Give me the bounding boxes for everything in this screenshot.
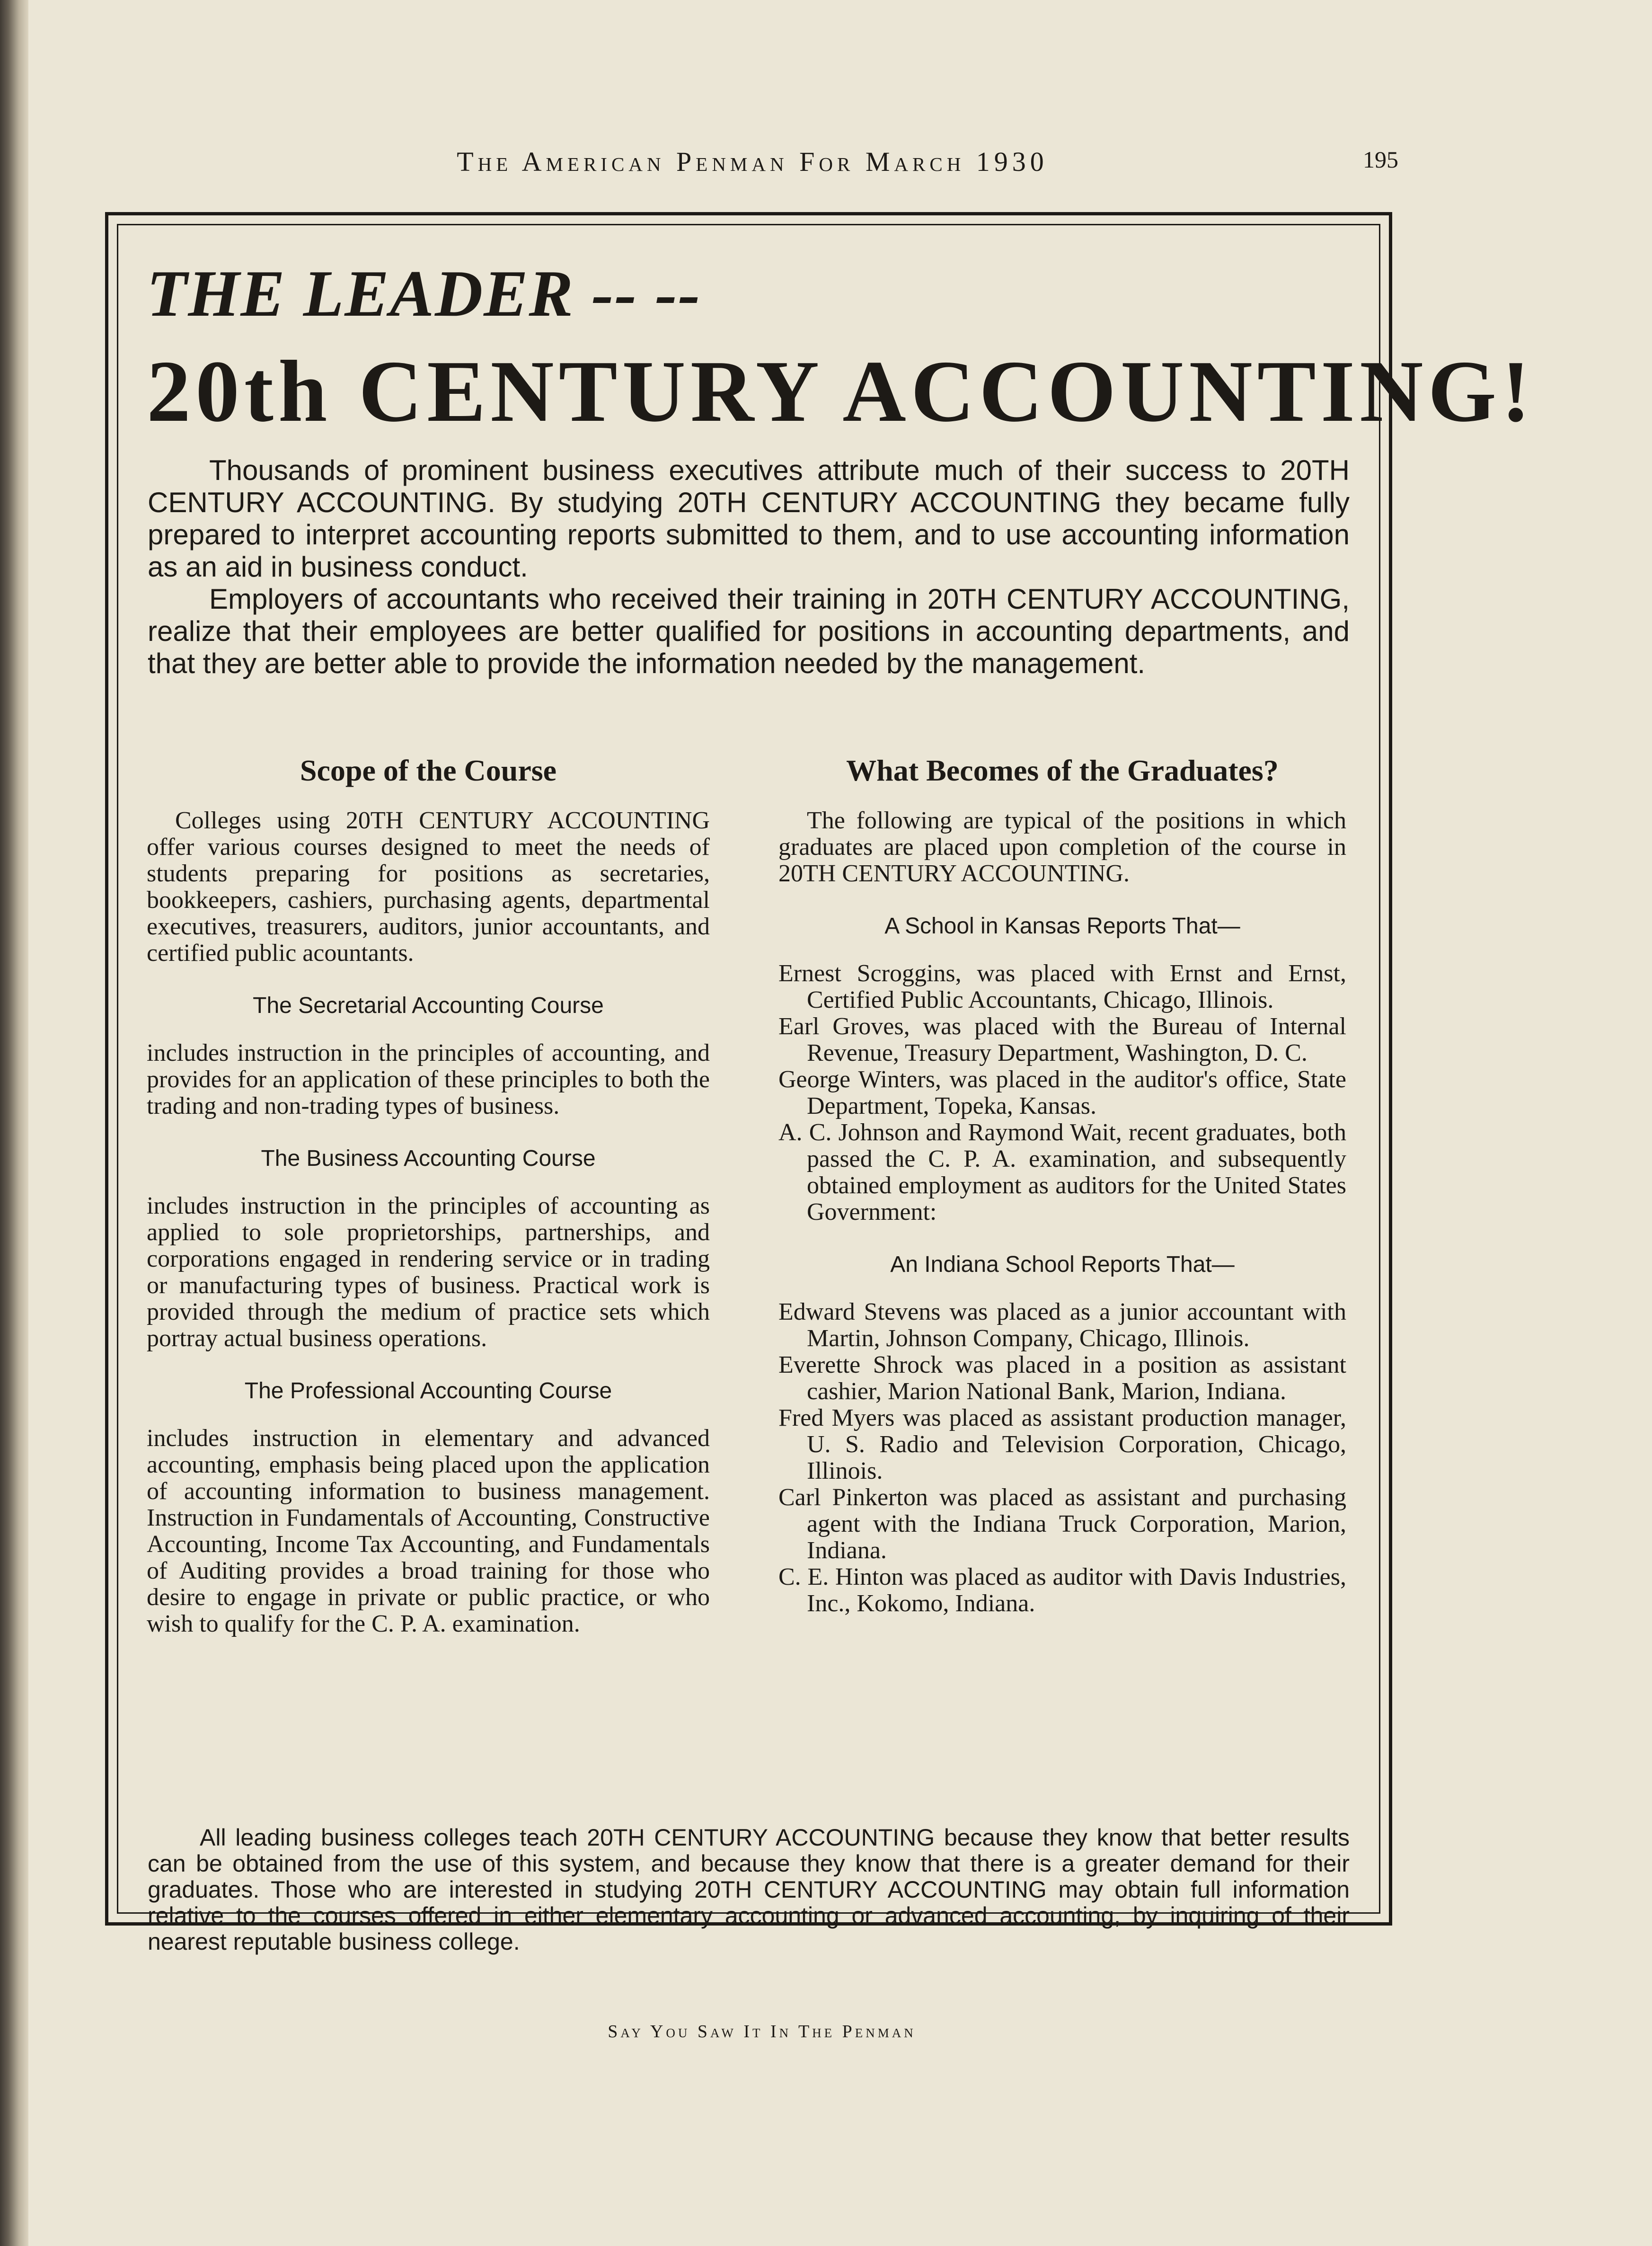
graduates-title: What Becomes of the Graduates? [846, 754, 1279, 787]
running-head: The American Penman For March 1930 [457, 146, 1048, 177]
graduate-entry: Edward Stevens was placed as a junior accountant with Martin, Johnson Company, Chicago, Illinois. [778, 1298, 1346, 1352]
graduate-entry: Fred Myers was placed as assistant production manager, U. S. Radio and Television Corporation, Chicago, Illinois. [778, 1404, 1346, 1484]
course-heading: The Secretarial Accounting Course [253, 993, 604, 1018]
graduate-entry: A. C. Johnson and Raymond Wait, recent graduates, both passed the C. P. A. examination, and subsequently obtained employment as auditors for the United States Government: [778, 1119, 1346, 1225]
course-body: includes instruction in the principles of accounting as applied to sole proprietorships, partnerships, and corporations engaged in rendering service or in trading or manufacturing types of business. Practical work is provided through the medium of practice sets which portray actual business operations. [147, 1192, 710, 1352]
scope-column [147, 754, 710, 1637]
page-number: 195 [1363, 146, 1398, 173]
course-body: includes instruction in the principles of accounting, and provides for an application of these principles to both the trading and non-trading types of business. [147, 1039, 710, 1119]
intro-paragraph: Thousands of prominent business executives attribute much of their success to 20TH CENTURY ACCOUNTING. By studying 20TH CENTURY ACCOUNTING they became fully prepared to interpret accounting reports submitted to them, and to use accounting information as an aid in business conduct. [148, 454, 1350, 583]
headline-leader: THE LEADER -- -- [147, 257, 701, 330]
course-heading: The Business Accounting Course [261, 1146, 596, 1171]
closing-paragraph: All leading business colleges teach 20TH CENTURY ACCOUNTING because they know that better results can be obtained from the use of this system, and because they know that there is a greater demand for their graduates. Those who are interested in studying 20TH CENTURY ACCOUNTING may obtain full information relative to the courses offered in either elementary accounting or advanced accounting, by inquiring of their nearest reputable business college. [148, 1824, 1350, 1955]
graduate-entry: Ernest Scroggins, was placed with Ernst and Ernst, Certified Public Accountants, Chicago, Illinois. [778, 960, 1346, 1013]
scope-title: Scope of the Course [300, 754, 557, 787]
graduate-entry: Carl Pinkerton was placed as assistant and purchasing agent with the Indiana Truck Corporation, Marion, Indiana. [778, 1484, 1346, 1564]
indiana-heading: An Indiana School Reports That— [890, 1252, 1235, 1277]
kansas-heading: A School in Kansas Reports That— [884, 914, 1240, 939]
graduate-entry: C. E. Hinton was placed as auditor with Davis Industries, Inc., Kokomo, Indiana. [778, 1563, 1346, 1617]
closing-text [148, 1825, 1350, 1955]
graduates-lead: The following are typical of the positions in which graduates are placed upon completion of the course in 20TH CENTURY ACCOUNTING. [778, 807, 1346, 887]
intro-paragraph: Employers of accountants who received their training in 20TH CENTURY ACCOUNTING, realize that their employees are better qualified for positions in accounting departments, and that they are better able to provide the information needed by the management. [148, 583, 1350, 679]
graduate-entry: Everette Shrock was placed in a position as assistant cashier, Marion National Bank, Marion, Indiana. [778, 1351, 1346, 1405]
graduate-entry: George Winters, was placed in the auditor's office, State Department, Topeka, Kansas. [778, 1066, 1346, 1119]
intro-text [148, 454, 1350, 680]
graduates-column [778, 754, 1346, 1617]
graduate-entry: Earl Groves, was placed with the Bureau of Internal Revenue, Treasury Department, Washington, D. C. [778, 1013, 1346, 1066]
page-footer: Say You Saw It In The Penman [608, 2022, 916, 2042]
scope-lead: Colleges using 20TH CENTURY ACCOUNTING offer various courses designed to meet the needs of students preparing for positions as secretaries, bookkeepers, cashiers, purchasing agents, departmental executives, treasurers, auditors, junior accountants, and certified public acountants. [147, 807, 710, 967]
course-body: includes instruction in elementary and advanced accounting, emphasis being placed upon the application of accounting information to business management. Instruction in Fundamentals of Accounting, Constructive Accounting, Income Tax Accounting, and Fundamentals of Auditing provides a broad training for those who desire to engage in private or public practice, or who wish to qualify for the C. P. A. examination. [147, 1425, 710, 1637]
course-heading: The Professional Accounting Course [244, 1378, 612, 1403]
book-gutter [0, 0, 28, 2246]
headline-main: 20th CENTURY ACCOUNTING! [147, 343, 1536, 440]
